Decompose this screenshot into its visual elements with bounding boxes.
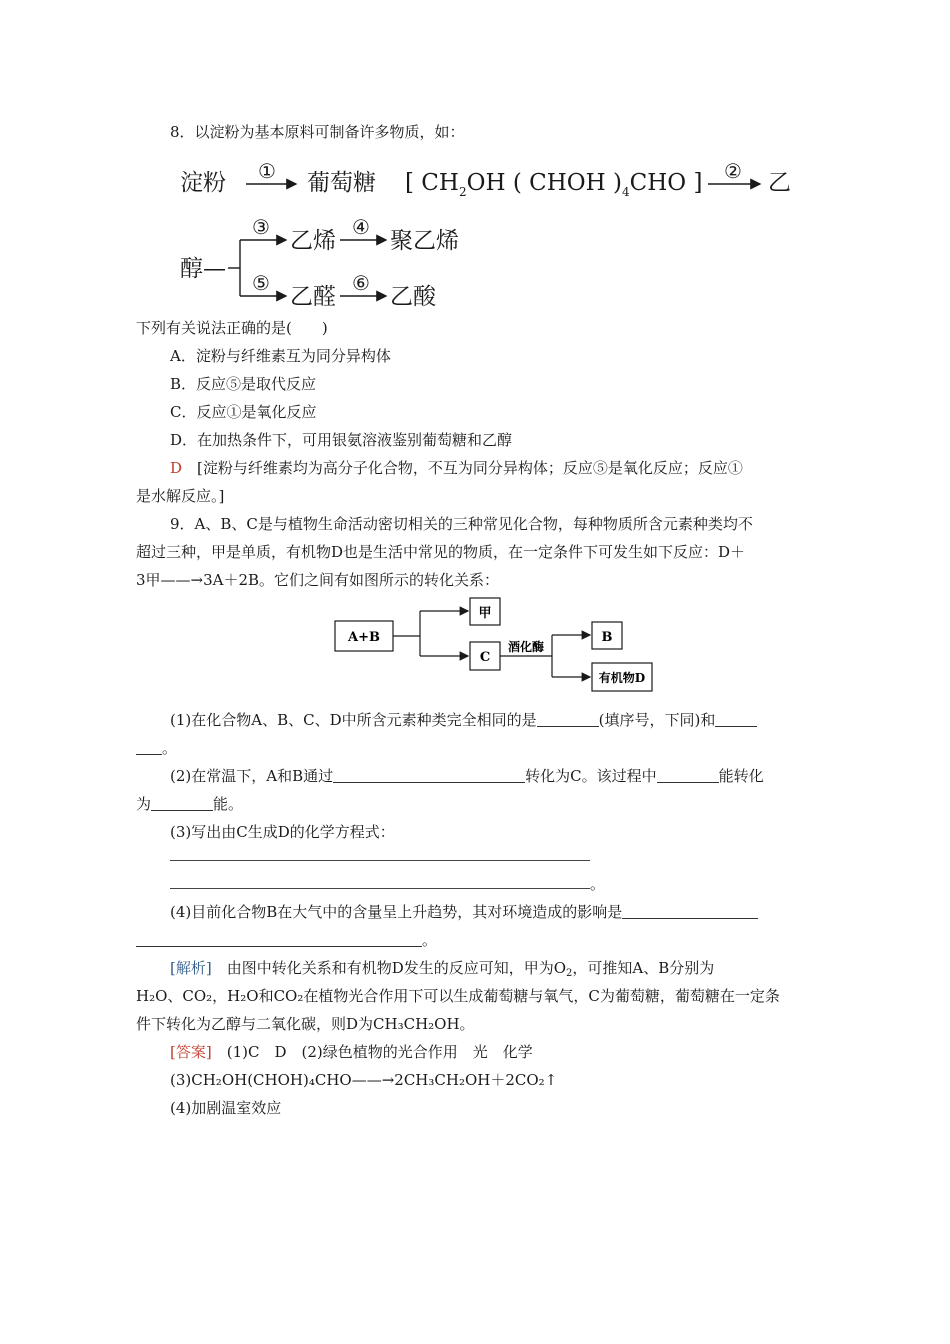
q9-part4: (4)目前化合物B在大气中的含量呈上升趋势，其对环境造成的影响是 bbox=[170, 902, 758, 922]
q8-option-d: D．在加热条件下，可用银氨溶液鉴别葡萄糖和乙醇 bbox=[170, 431, 513, 449]
blank-2 bbox=[715, 711, 757, 727]
q8-option-c: C．反应①是氧化反应 bbox=[170, 403, 317, 421]
arrow-label-5: ⑤ bbox=[252, 271, 270, 295]
scheme-ethanol-tail: 醇— bbox=[180, 256, 226, 282]
blank-7 bbox=[136, 931, 422, 947]
scheme-ethylene: 乙烯 bbox=[290, 228, 336, 254]
q9-part1-cont: 。 bbox=[136, 738, 177, 758]
arrow-label-1: ① bbox=[258, 159, 276, 183]
answer-label: [答案] bbox=[170, 1043, 212, 1061]
q9-stem-line1: 9．A、B、C是与植物生命活动密切相关的三种常见化合物，每种物质所含元素种类均不 bbox=[170, 515, 753, 533]
reaction-scheme-arrows bbox=[0, 0, 950, 320]
q9-stem-line3: 3甲——→3A＋2B。它们之间有如图所示的转化关系： bbox=[136, 571, 500, 589]
answer-line-end: 。 bbox=[590, 875, 606, 893]
q9-answer-line3: (4)加剧温室效应 bbox=[170, 1099, 282, 1117]
box-jia-label: 甲 bbox=[478, 606, 492, 621]
answer-line-1 bbox=[170, 860, 590, 861]
q9-answer-line2: (3)CH₂OH(CHOH)₄CHO——→2CH₃CH₂OH＋2CO₂↑ bbox=[170, 1071, 558, 1089]
transformation-diagram bbox=[320, 595, 660, 700]
enzyme-label: 酒化酶 bbox=[507, 640, 545, 654]
blank-1 bbox=[537, 711, 599, 727]
blank-3 bbox=[333, 767, 525, 783]
box-organic-d-label: 有机物D bbox=[598, 671, 646, 685]
q9-analysis-line3: 件下转化为乙醇与二氧化碳，则D为CH₃CH₂OH。 bbox=[136, 1015, 475, 1033]
scheme-acetaldehyde: 乙醛 bbox=[290, 284, 336, 310]
scheme-yi: 乙 bbox=[768, 170, 791, 196]
blank-4 bbox=[657, 767, 719, 783]
q8-question: 下列有关说法正确的是( ) bbox=[136, 319, 328, 337]
scheme-polyethylene: 聚乙烯 bbox=[390, 228, 459, 254]
arrow-label-4: ④ bbox=[352, 215, 370, 239]
q9-analysis: [解析] 由图中转化关系和有机物D发生的反应可知，甲为$O_2$，可推知A、B分别为 bbox=[170, 959, 715, 979]
q9-answer: [答案] (1)C D (2)绿色植物的光合作用 光 化学 bbox=[170, 1043, 533, 1061]
q9-part2: (2)在常温下，A和B通过 转化为C。该过程中 能转化 bbox=[170, 767, 764, 785]
q8-explanation: D [淀粉与纤维素均为高分子化合物，不互为同分异构体；反应⑤是氧化反应；反应① bbox=[170, 459, 743, 477]
q9-analysis-line2: H₂O、CO₂，H₂O和CO₂在植物光合作用下可以生成葡萄糖与氧气，C为葡萄糖，葡萄糖在一定条 bbox=[136, 987, 780, 1005]
box-c-label: C bbox=[479, 650, 491, 665]
analysis-label: [解析] bbox=[170, 959, 212, 977]
q8-stem: 8．以淀粉为基本原料可制备许多物质，如： bbox=[170, 123, 465, 141]
q9-part4-cont: 。 bbox=[136, 930, 437, 950]
arrow-label-6: ⑥ bbox=[352, 271, 370, 295]
box-ab-label: A+B bbox=[348, 630, 380, 645]
arrow-label-2: ② bbox=[724, 159, 742, 183]
arrow-label-3: ③ bbox=[252, 215, 270, 239]
answer-line-2 bbox=[170, 888, 590, 889]
q9-part2-cont: 为 能。 bbox=[136, 795, 244, 813]
scheme-glucose: 葡萄糖 bbox=[307, 170, 376, 196]
blank-5 bbox=[151, 795, 213, 811]
q8-answer-letter: D bbox=[170, 459, 183, 477]
q9-part1: (1)在化合物A、B、C、D中所含元素种类完全相同的是 (填序号，下同)和 bbox=[170, 710, 757, 730]
q8-option-a: A．淀粉与纤维素互为同分异构体 bbox=[170, 347, 391, 365]
q9-part3: (3)写出由C生成D的化学方程式： bbox=[170, 823, 395, 841]
q8-option-b: B．反应⑤是取代反应 bbox=[170, 375, 317, 393]
blank-6 bbox=[622, 903, 758, 919]
scheme-starch: 淀粉 bbox=[180, 170, 226, 196]
scheme-acetic-acid: 乙酸 bbox=[390, 284, 436, 310]
q8-explanation-cont: 是水解反应。] bbox=[136, 487, 225, 505]
box-b-label: B bbox=[601, 630, 613, 645]
q9-stem-line2: 超过三种，甲是单质，有机物D也是生活中常见的物质，在一定条件下可发生如下反应：D＋ bbox=[136, 543, 746, 561]
blank-2-cont bbox=[136, 739, 162, 755]
scheme-glucose-formula: [ $CH_2OH$ ( CHOH )$_4CHO$ ] bbox=[405, 170, 703, 199]
